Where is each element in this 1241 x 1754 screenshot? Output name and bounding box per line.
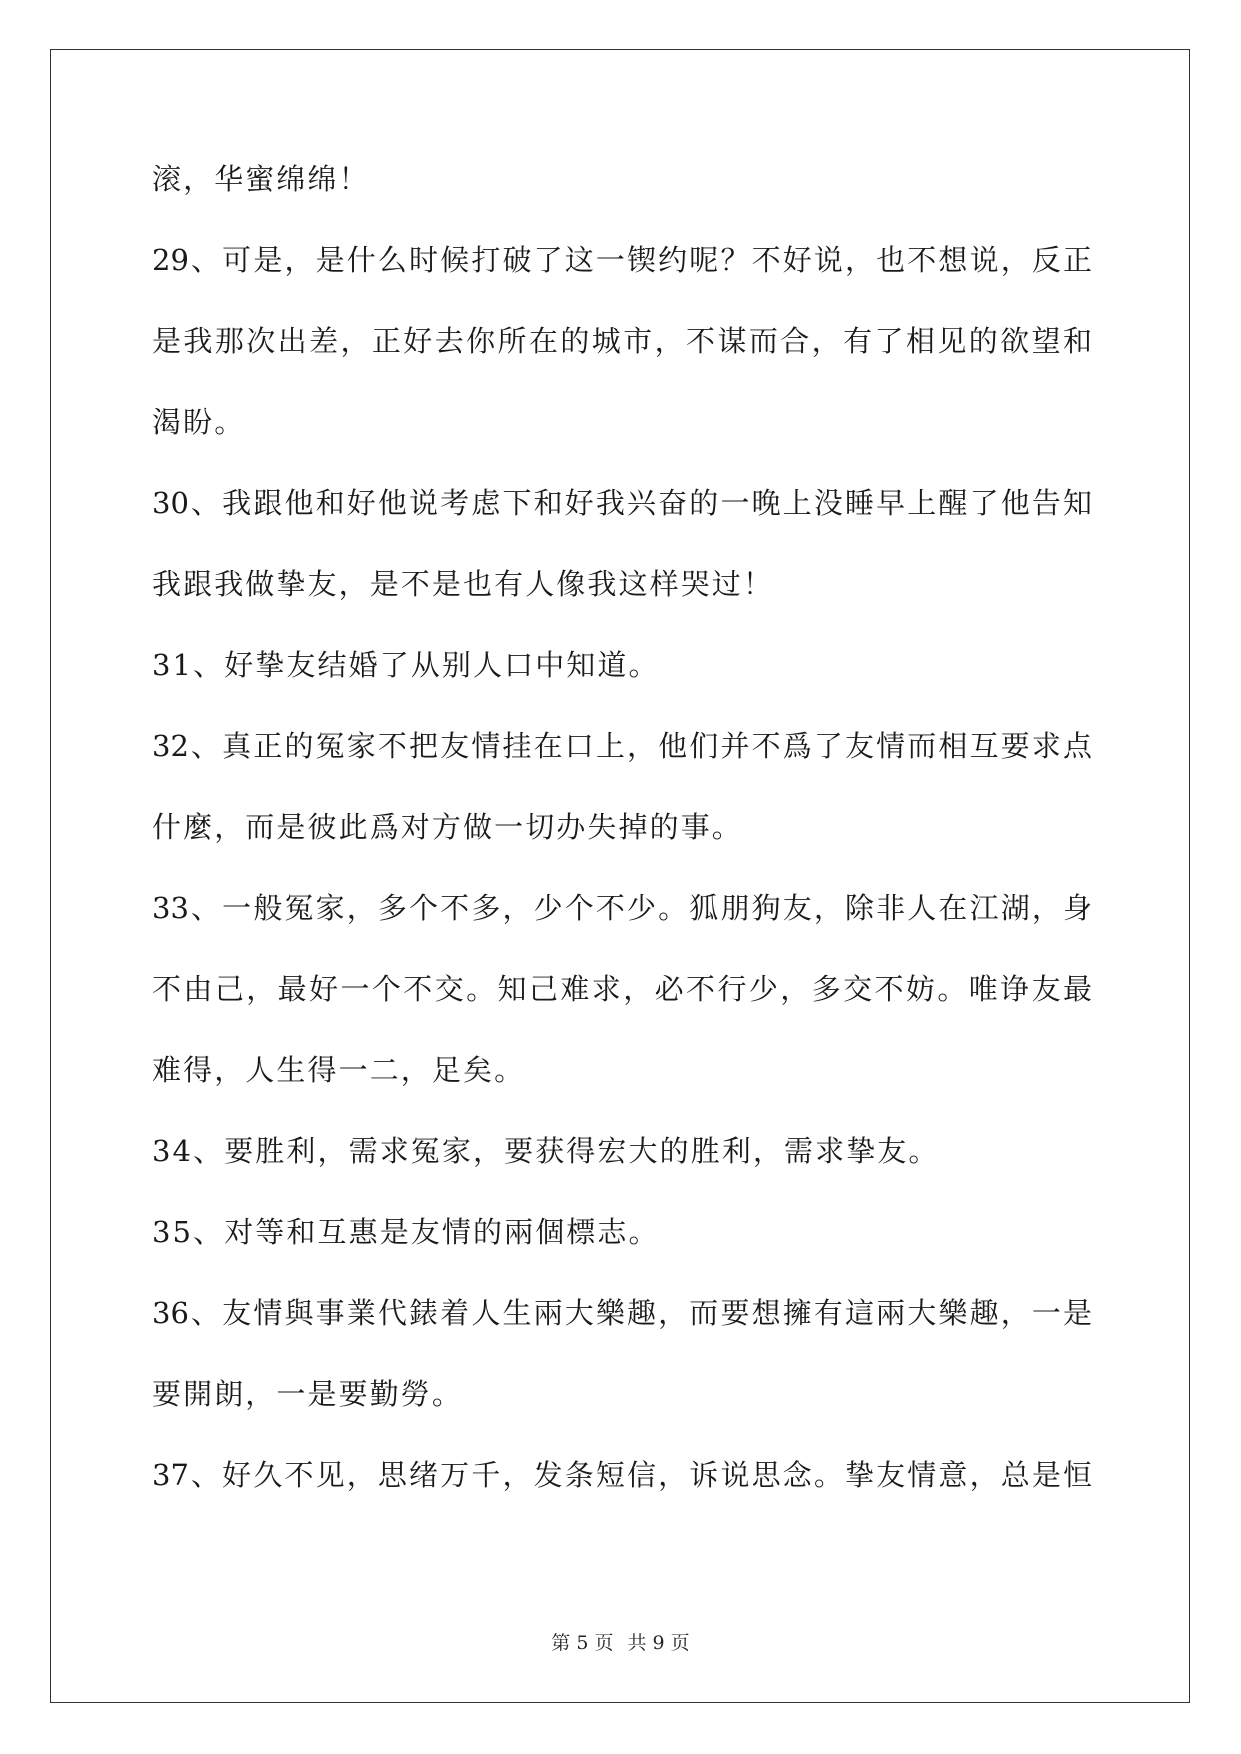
text-line: 我跟我做挚友，是不是也有人像我这样哭过！ [152,567,775,601]
text-line: 是我那次出差，正好去你所在的城市，不谋而合，有了相见的欲望和 [152,324,1092,358]
text-line: 32、真正的冤家不把友情挂在口上，他们并不爲了友情而相互要求点 [152,729,1092,763]
page-footer [0,1628,1241,1655]
text-line: 滚，华蜜绵绵！ [152,162,370,196]
text-line: 35、对等和互惠是友情的兩個標志。 [152,1215,660,1249]
text-line: 33、一般冤家，多个不多，少个不少。狐朋狗友，除非人在江湖，身 [152,891,1092,925]
page-number: 第 5 页 [551,1632,614,1654]
text-line: 30、我跟他和好他说考虑下和好我兴奋的一晚上没睡早上醒了他告知 [152,486,1092,520]
document-body [152,162,1092,1542]
text-line: 什麼，而是彼此爲对方做一切办失掉的事。 [152,810,743,844]
text-line: 不由己，最好一个不交。知己难求，必不行少，多交不妨。唯诤友最 [152,972,1092,1006]
text-line: 29、可是，是什么时候打破了这一锲约呢？不好说，也不想说，反正 [152,243,1092,277]
text-line: 渴盼。 [152,405,246,439]
text-line: 36、友情與事業代錶着人生兩大樂趣，而要想擁有這兩大樂趣，一是 [152,1296,1092,1330]
text-line: 要開朗，一是要勤勞。 [152,1377,464,1411]
text-line: 34、要胜利，需求冤家，要获得宏大的胜利，需求挚友。 [152,1134,940,1168]
text-line: 难得，人生得一二，足矣。 [152,1053,526,1087]
text-line: 31、好挚友结婚了从别人口中知道。 [152,648,660,682]
page-total: 共 9 页 [627,1632,690,1654]
text-line: 37、好久不见，思绪万千，发条短信，诉说思念。挚友情意，总是恒 [152,1458,1092,1492]
